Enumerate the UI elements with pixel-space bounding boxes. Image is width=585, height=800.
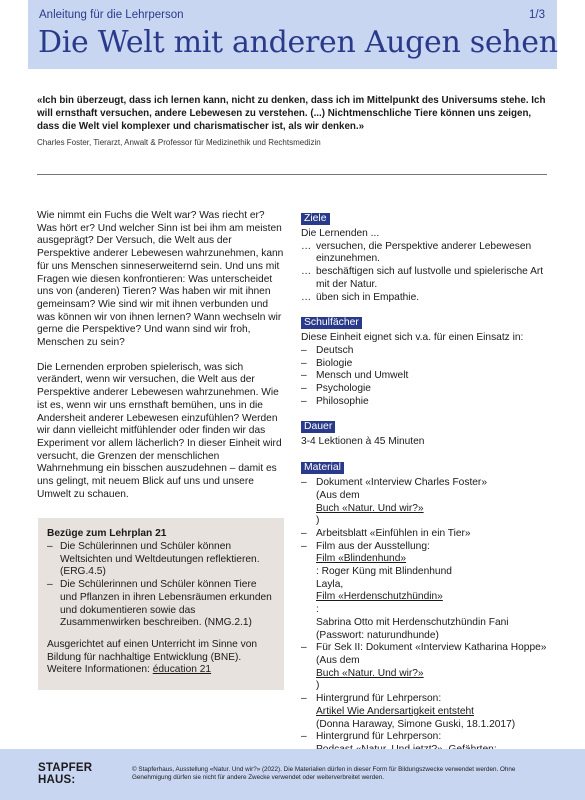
ziele-item: … üben sich in Empathie. [301,292,551,305]
quote-text: «Ich bin überzeugt, dass ich lernen kann, nicht zu denken, dass ich im Mittelpunkt des Universums stehe. Ich will ernsthaft versuchen, andere Lebewesen zu verstehen. (...) Nichtmenschliche Tiere können uns zeigen, dass die Welt viel komplexer und charismatischer ist, als wir denken.» [37,95,546,133]
lehrplan-item: – Die Schülerinnen und Schüler können Weltsichten und Weltdeutungen reflektieren. (ERG.4.5) [47,541,275,579]
section-material [301,457,551,769]
material-text: ) [316,680,320,692]
ziele-intro: Die Lernenden ... [301,228,380,239]
stapferhaus-logo [38,762,92,786]
lehrplan-item: – Die Schülerinnen und Schüler können Tiere und Pflanzen in ihren Lebensräumen erkunden und dokumentieren sowie das Zusammenwirken beschreiben. (NMG.2.1) [47,579,275,630]
schulfach-item: – Mensch und Umwelt [301,370,551,383]
material-text: – Film aus der Ausstellung: [316,540,430,552]
artikel-link[interactable]: Artikel Wie Andersartigkeit entsteht [316,705,474,717]
material-text: (Donna Haraway, Simone Guski, 18.1.2017) [316,718,516,730]
schulfaecher-list [301,345,551,409]
section-dauer [301,416,551,449]
schulfach-item: – Philosophie [301,396,551,409]
material-item [301,528,551,541]
logo-line: STAPFER [38,762,93,774]
logo-line: HAUS: [38,774,76,786]
info-column [301,208,551,777]
film-herdenschutzhuendin-link[interactable]: Film «Herdenschutzhündin» [316,591,443,603]
schulfach-item: – Biologie [301,358,551,371]
header-label: Anleitung für die Lehrperson [39,9,184,21]
divider [37,174,547,175]
material-text [316,490,551,528]
ziele-item: … versuchen, die Perspektive anderer Lebewesen einzunehmen. [301,241,551,266]
material-text: Layla, [316,578,344,590]
intro-paragraph-1: Wie nimmt ein Fuchs die Welt war? Was riecht er? Was hört er? Und welcher Sinn ist bei ihm am meisten ausgeprägt? Der Versuch, die Welt aus der Perspektive anderer Lebewesen wahrzunehmen, kann für uns Menschen sinneserweiternd sein. Und uns mit Fragen wie diesen konfrontieren: Was unterscheidet uns von (anderen) Tieren? Was haben wir mit ihnen gemeinsam? Wie sind wir mit ihnen verbunden und was können wir von ihnen lernen? Wann wechseln wir gerne die Perspektive? Und wann sind wir froh, Menschen zu sein? [37,210,284,349]
material-item [301,541,551,643]
material-text: (Passwort: naturundhunde) [316,629,439,641]
film-blindenhund-link[interactable]: Film «Blindenhund» [316,553,407,565]
material-text: Sabrina Otto mit Herdenschutzhündin Fani [316,616,509,628]
buch-link[interactable]: Buch «Natur. Und wir?» [316,502,424,514]
buch-link[interactable]: Buch «Natur. Und wir?» [316,667,424,679]
material-list [301,477,551,769]
intro-column [37,210,285,501]
material-heading: Material [301,462,344,474]
section-ziele [301,208,551,304]
material-item [301,642,551,693]
lehrplan-title: Bezüge zum Lehrplan 21 [47,528,167,539]
material-text: : Roger Küng mit Blindenhund [316,566,452,578]
quote-block [37,94,549,147]
schulfaecher-intro: Diese Einheit eignet sich v.a. für einen Einsatz in: [301,332,524,344]
material-text: (Aus dem [316,489,360,501]
material-text [316,655,551,693]
lehrplan-box [38,518,284,690]
schulfach-item: – Deutsch [301,345,551,358]
page-number: 1/3 [529,9,545,21]
material-text: – Hintergrund für Lehrperson: [316,731,442,743]
ziele-heading: Ziele [301,213,330,225]
ziele-list [301,241,551,305]
lehrplan-list [47,541,275,630]
lehrplan-note-text: Ausgerichtet auf einen Unterricht im Sinne von Bildung für nachhaltige Entwicklung (BNE). Weitere Informationen: [47,638,258,676]
material-text: – Hintergrund für Lehrperson: [316,693,442,705]
schulfaecher-heading: Schulfächer [301,317,362,329]
dauer-text: 3-4 Lektionen à 45 Minuten [301,436,425,448]
material-text: – Für Sek II: Dokument «Interview Katharina Hoppe» [316,642,547,654]
intro-paragraph-2: Die Lernenden erproben spielerisch, was sich verändert, wenn wir versuchen, die Welt aus der Perspektive anderer Lebewesen wahrzunehmen. Wie ist es, wenn wir uns ernsthaft bemühen, uns in die Andersheit anderer Lebewesen einzufühlen? Werden wir dann vielleicht mitfühlender oder finden wir das Experiment vor allem lächerlich? In dieser Einheit wird versucht, die Grenzen der menschlichen Wahrnehmung ein bisschen auszudehnen – damit es uns gelingt, mit neuem Blick auf uns und unsere Umwelt zu schauen. [37,361,282,500]
material-item [301,693,551,731]
material-text: ) [316,515,320,527]
page-title: Die Welt mit anderen Augen sehen [38,25,558,60]
lehrplan-note [47,639,275,677]
material-text: – Dokument «Interview Charles Foster» [316,477,487,489]
schulfach-item: – Psychologie [301,383,551,396]
material-text: (Aus dem [316,654,360,666]
dauer-heading: Dauer [301,421,335,433]
material-text: – Arbeitsblatt «Einfühlen in ein Tier» [316,527,471,539]
education21-link[interactable]: éducation 21 [152,664,212,676]
material-item [301,477,551,528]
section-schulfaecher [301,312,551,408]
ziele-item: … beschäftigen sich auf lustvolle und spielerische Art mit der Natur. [301,266,551,291]
quote-author: Charles Foster, Tierarzt, Anwalt & Professor für Medizinethik und Rechtsmedizin [37,137,321,147]
material-text [316,579,551,617]
header-banner [28,0,557,69]
material-text: : [316,604,319,616]
legal-text: © Stapferhaus, Ausstellung «Natur. Und wir?» (2022). Die Materialien dürfen in dieser Form für Bildungszwecke verwendet werden. Ohne Genehmigung dürfen sie nicht für andere Zwecke verwendet oder weiterverbreitet werden. [132,766,516,782]
material-text [316,553,551,578]
